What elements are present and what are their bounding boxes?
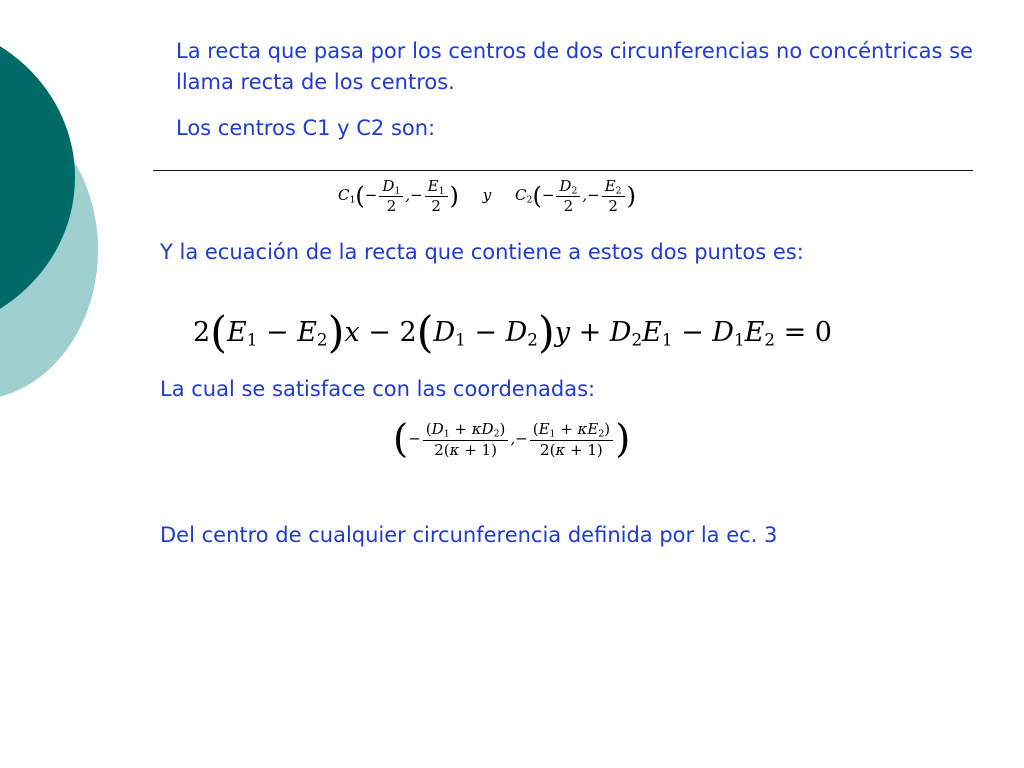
paragraph-definition: La recta que pasa por los centros de dos circunferencias no concéntricas se llama recta de los centros.: [176, 39, 973, 94]
formula-coordinates: (− $\frac{(D_1 + \kappa D_2)}{2(\kappa + 1)}$ ,− $\frac{(E_1 + \kappa E_2)}{2(\kappa + 1)}$ ): [393, 417, 631, 462]
decorative-circles: [0, 0, 110, 420]
formula-centers: $C_1(-$ $\frac{D_1}{2}$ ,− $\frac{E_1}{2}$ ) y $C_2(-$ $\frac{D_2}{2}$ ,− $\frac{E_2}{2}$ ): [338, 177, 636, 216]
paragraph-centers-intro: Los centros C1 y C2 son:: [176, 116, 436, 140]
paragraph-coordinates-intro: La cual se satisface con las coordenadas:: [160, 377, 596, 401]
paragraph-line-intro: Y la ecuación de la recta que contiene a estos dos puntos es:: [160, 240, 804, 264]
formula-line-equation: $2(E_1 - E_2)x - 2(D_1 - D_2)y + D_2E_1 - D_1E_2 = 0$: [193, 308, 832, 358]
horizontal-divider: [153, 170, 973, 171]
paragraph-conclusion: Del centro de cualquier circunferencia definida por la ec. 3: [160, 523, 778, 547]
